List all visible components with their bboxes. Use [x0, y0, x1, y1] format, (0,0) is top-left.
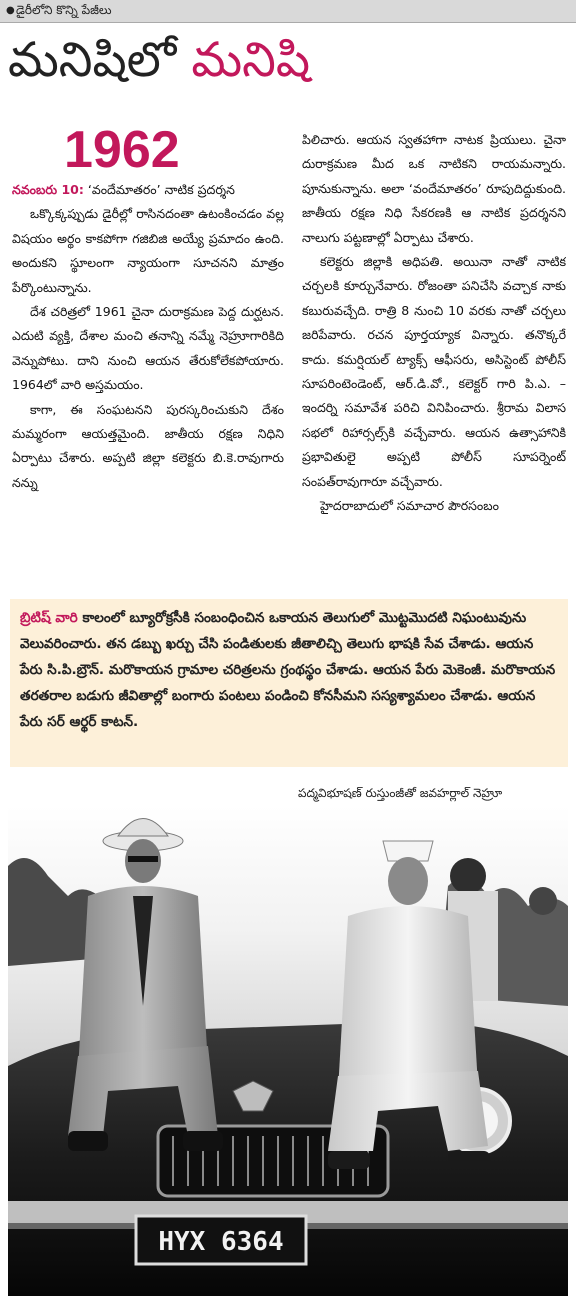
- historic-photo: [8, 806, 568, 1296]
- entry-heading: [12, 178, 284, 202]
- paragraph: దేశ చరిత్రలో 1961 చైనా దురాక్రమణ పెద్ద దుర్ఘటన. ఎదుటి వ్యక్తి, దేశాల మంచి తనాన్ని నమ్మే నెహ్రూగారికిది వెన్నుపోటు. దాని నుంచి ఆయన తేరుకోలేకపోయారు. 1964లో వారి అస్తమయం.: [12, 304, 284, 393]
- bullet-icon: ●: [6, 5, 15, 16]
- page-title: [8, 30, 310, 90]
- sidebar-lead: బ్రిటిష్ వారి: [20, 610, 78, 626]
- photo-caption: పద్మవిభూషణ్ రుస్తుంజీతో జవహర్లాల్ నెహ్రూ: [298, 786, 503, 800]
- paragraph: హైదరాబాదులో సమాచార పౌరసంబం: [320, 498, 499, 514]
- entry-date: నవంబరు 10:: [12, 182, 84, 197]
- paragraph: ఒక్కొక్కప్పుడు డైరీల్లో రాసినదంతా ఉటంకించడం వల్ల విషయం అర్థం కాకపోగా గజిబిజి అయ్యే ప్రమాదం ఉంది. అందుకని స్థూలంగా న్యాయంగా సూచనని మాత్రం పేర్కొంటున్నాను.: [12, 206, 284, 295]
- paragraph: పిలిచారు. ఆయన స్వతహాగా నాటక ప్రియులు. చైనా దురాక్రమణ మీద ఒక నాటికని రాయమన్నారు. పూనుకున్నాను. అలా ‘వందేమాతరం’ రూపుదిద్దుకుంది. జాతీయ రక్షణ నిధి సేకరణకి ఆ నాటిక ప్రదర్శనని నాలుగు పట్టణాల్లో ఏర్పాటు చేశారు.: [302, 132, 566, 245]
- entry-title: ‘వందేమాతరం’ నాటిక ప్రదర్శన: [87, 182, 235, 197]
- licence-plate-text: HYX 6364: [158, 1227, 284, 1257]
- article-column-1: [12, 178, 284, 582]
- section-header-bar: [0, 0, 576, 23]
- sidebar-text: కాలంలో బ్యూరోక్రసీకి సంబంధించిన ఒకాయన తెలుగులో మొట్టమొదటి నిఘంటువును వెలువరించారు. తన డబ్బు ఖర్చు చేసి పండితులకు జీతాలిచ్చి తెలుగు భాషకి సేవ చేశాడు. ఆయన పేరు సి.పి.బ్రౌన్. మరొకాయన గ్రామాల చరిత్రలను గ్రంథస్థం చేశాడు. ఆయన పేరు మెకెంజీ. మరొకాయన తరతరాల బడుగు జీవితాల్లో బంగారు పంటలు పండించి కోనసీమని సస్యశ్యామలం చేశాడు. ఆయన పేరు సర్ ఆర్థర్ కాటన్.: [20, 610, 556, 730]
- paragraph: కాగా, ఈ సంఘటనని పురస్కరించుకుని దేశం మమ్మరంగా ఆయత్తమైంది. జాతీయ రక్షణ నిధిని ఏర్పాటు చేశారు. అప్పటి జిల్లా కలెక్టరు బి.కె.రావుగారు నన్ను: [12, 401, 284, 490]
- title-part1: మనిషిలో: [8, 32, 177, 88]
- year-heading: 1962: [64, 121, 180, 179]
- section-label: డైరీలోని కొన్ని పేజీలు: [16, 3, 112, 17]
- article-column-2: [302, 128, 566, 582]
- paragraph: కలెక్టరు జిల్లాకి అధిపతి. అయినా నాతో నాటిక చర్చలకి కూర్చునేవారు. రోజంతా పనిచేసి వచ్చాక నాకు కబురువచ్చేది. రాత్రి 8 నుంచి 10 వరకు నాతో చర్చలు జరిపేవారు. రచన పూర్తయ్యాక విన్నారు. తనొక్కరే కాదు. కమర్షియల్ ట్యాక్స్ ఆఫీసరు, అసిస్టెంట్ పోలీస్ సూపరింటెండెంట్, ఆర్.డి.వో., కలెక్టర్ గారి పి.ఎ. – ఇందర్ని సమావేశ పరిచి వినిపించారు. శ్రీరామ విలాస సభలో రిహార్సల్స్‌కి వచ్చేవారు. ఆయన ఉత్సాహానికి ప్రభావితులై అప్పటి పోలీస్ సూపర్నెంట్ సంపత్‌రావుగారూ వచ్చేవారు.: [302, 254, 566, 489]
- sidebar-box: [10, 599, 568, 767]
- photo-illustration: [8, 806, 568, 1296]
- title-part2: మనిషి: [191, 32, 311, 88]
